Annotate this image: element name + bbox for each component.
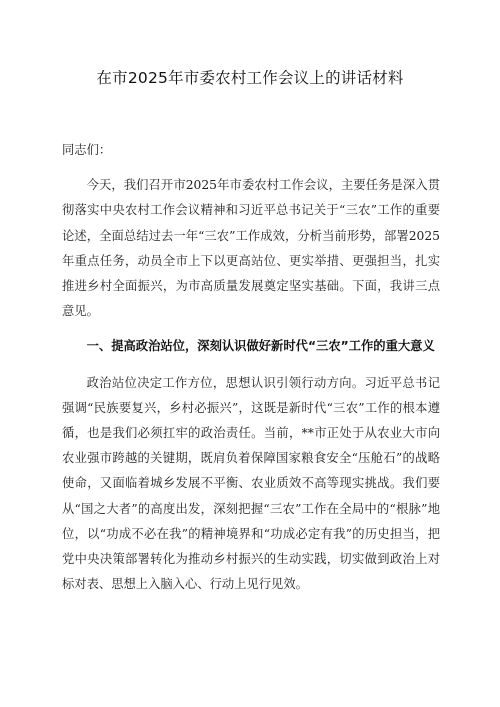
section-1-paragraph: 政治站位决定工作方位，思想认识引领行动方向。习近平总书记强调“民族要复兴，乡村必振兴”，这既是新时代“三农”工作的根本遵循，也是我们必须扛牢的政治责任。当前，**市正处于从农业大市向农业强市跨越的关键期，既肩负着保障国家粮食安全“压舱石”的战略使命，又面临着城乡发展不平衡、农业质效不高等现实挑战。我们要从“国之大者”的高度出发，深刻把握“三农”工作在全局中的“根脉”地位，以“功成不必在我”的精神境界和“功成必定有我”的历史担当，把党中央决策部署转化为推动乡村振兴的生动实践，切实做到政治上对标对表、思想上入脑入心、行动上见行见效。 bbox=[62, 375, 440, 592]
document-body bbox=[62, 138, 440, 607]
salutation: 同志们： bbox=[62, 143, 112, 157]
document-title: 在市2025年市委农村工作会议上的讲话材料 bbox=[96, 69, 404, 87]
section-1-heading: 一、提高政治站位，深刻认识做好新时代“三农”工作的重大意义 bbox=[86, 339, 435, 354]
intro-paragraph: 今天，我们召开市2025年市委农村工作会议，主要任务是深入贯彻落实中央农村工作会议精神和习近平总书记关于“三农”工作的重要论述，全面总结过去一年“三农”工作成效，分析当前形势，部署2025年重点任务，动员全市上下以更高站位、更实举措、更强担当，扎实推进乡村全面振兴，为市高质量发展奠定坚实基础。下面，我讲三点意见。 bbox=[62, 178, 440, 319]
